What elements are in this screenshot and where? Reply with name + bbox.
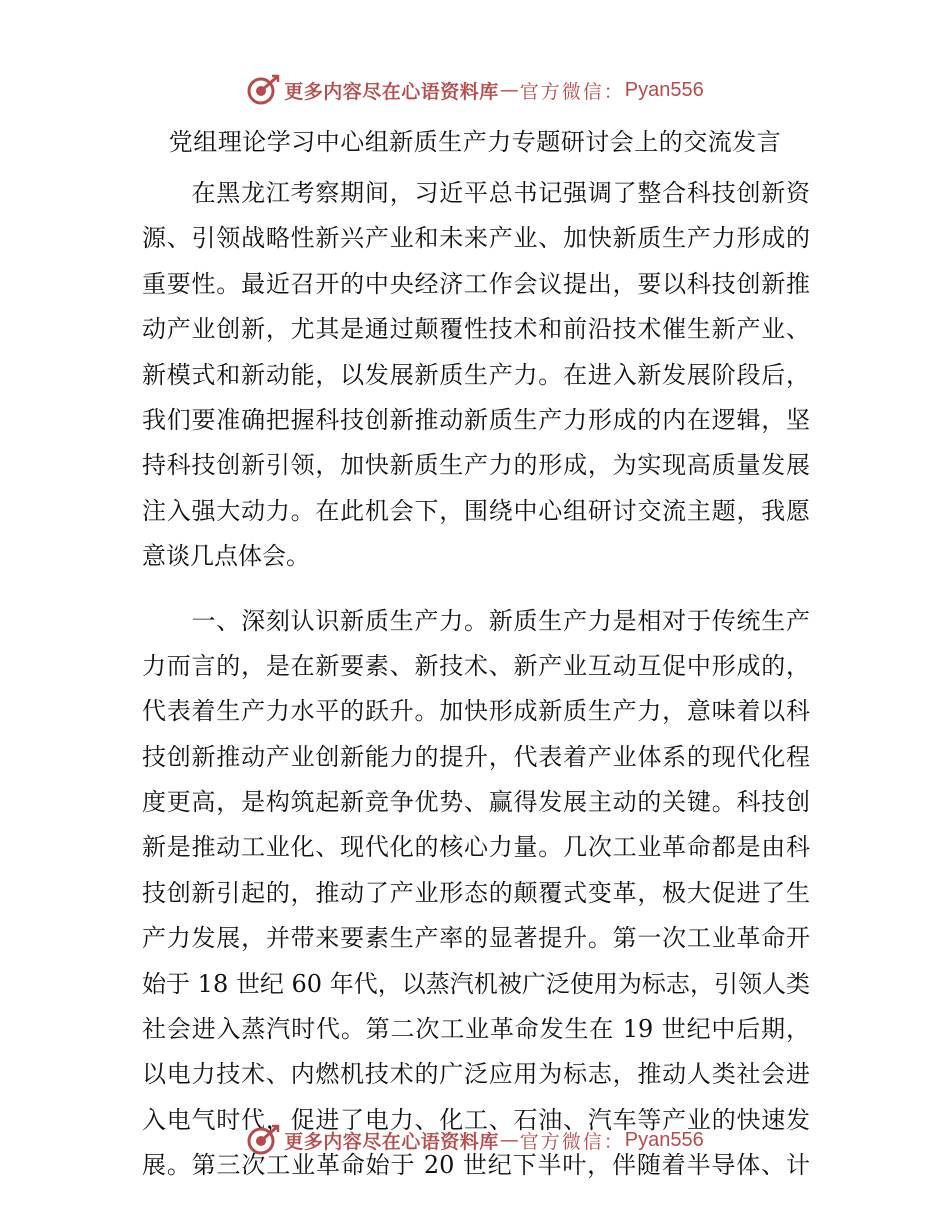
text-line: 展。第三次工业革命始于 20 世纪下半叶，伴随着半导体、计: [142, 1151, 810, 1180]
text-line: 技创新引起的，推动了产业形态的颠覆式变革，极大促进了生: [142, 878, 810, 907]
footer-banner: [0, 1120, 950, 1160]
text-line: 度更高，是构筑起新竞争优势、赢得发展主动的关键。科技创: [142, 788, 810, 817]
text-line: 始于 18 世纪 60 年代，以蒸汽机被广泛使用为标志，引领人类: [142, 969, 810, 998]
text-line: 社会进入蒸汽时代。第二次工业革命发生在 19 世纪中后期，: [142, 1015, 810, 1044]
document-body: [142, 171, 810, 1189]
text-line: 力而言的，是在新要素、新技术、新产业互动互促中形成的，: [142, 651, 810, 680]
text-line: 新模式和新动能，以发展新质生产力。在进入新发展阶段后，: [142, 360, 810, 389]
banner-dash: —: [499, 1129, 519, 1151]
text-line: 意谈几点体会。: [142, 542, 310, 571]
brand-logo-icon: [246, 1123, 280, 1157]
paragraph-intro: [142, 171, 810, 580]
banner-official-label: 官方微信：: [519, 1130, 625, 1153]
banner-wechat-id: Pyan556: [624, 78, 704, 101]
text-line: 在黑龙江考察期间，习近平总书记强调了整合科技创新资: [142, 179, 810, 207]
brand-logo-icon: [246, 73, 280, 107]
text-line: 新是推动工业化、现代化的核心力量。几次工业革命都是由科: [142, 833, 810, 862]
text-line: 源、引领战略性新兴产业和未来产业、加快新质生产力形成的: [142, 224, 810, 253]
text-line: 以电力技术、内燃机技术的广泛应用为标志，推动人类社会进: [142, 1060, 810, 1089]
text-line: 代表着生产力水平的跃升。加快形成新质生产力，意味着以科: [142, 697, 810, 726]
text-line: 产力发展，并带来要素生产率的显著提升。第一次工业革命开: [142, 924, 810, 953]
text-line: 一、深刻认识新质生产力。新质生产力是相对于传统生产: [142, 606, 810, 635]
text-line: 重要性。最近召开的中央经济工作会议提出，要以科技创新推: [142, 269, 810, 298]
text-line: 我们要准确把握科技创新推动新质生产力形成的内在逻辑，坚: [142, 405, 810, 434]
banner-brand-text: 更多内容尽在心语资料库: [284, 1130, 499, 1153]
header-banner: [0, 70, 950, 110]
banner-official-label: 官方微信：: [519, 80, 625, 103]
text-line: 技创新推动产业创新能力的提升，代表着产业体系的现代化程: [142, 742, 810, 771]
document-title: 党组理论学习中心组新质生产力专题研讨会上的交流发言: [168, 128, 782, 156]
text-line: 入电气时代，促进了电力、化工、石油、汽车等产业的快速发: [142, 1105, 810, 1134]
banner-brand-text: 更多内容尽在心语资料库: [284, 80, 499, 103]
banner-dash: —: [499, 79, 519, 101]
text-line: 持科技创新引领，加快新质生产力的形成，为实现高质量发展: [142, 451, 810, 480]
text-line: 动产业创新，尤其是通过颠覆性技术和前沿技术催生新产业、: [142, 315, 810, 344]
text-line: 注入强大动力。在此机会下，围绕中心组研讨交流主题，我愿: [142, 496, 810, 525]
banner-wechat-id: Pyan556: [624, 1128, 704, 1151]
paragraph-spacer: [142, 580, 810, 599]
paragraph-section-one: [142, 599, 810, 1189]
